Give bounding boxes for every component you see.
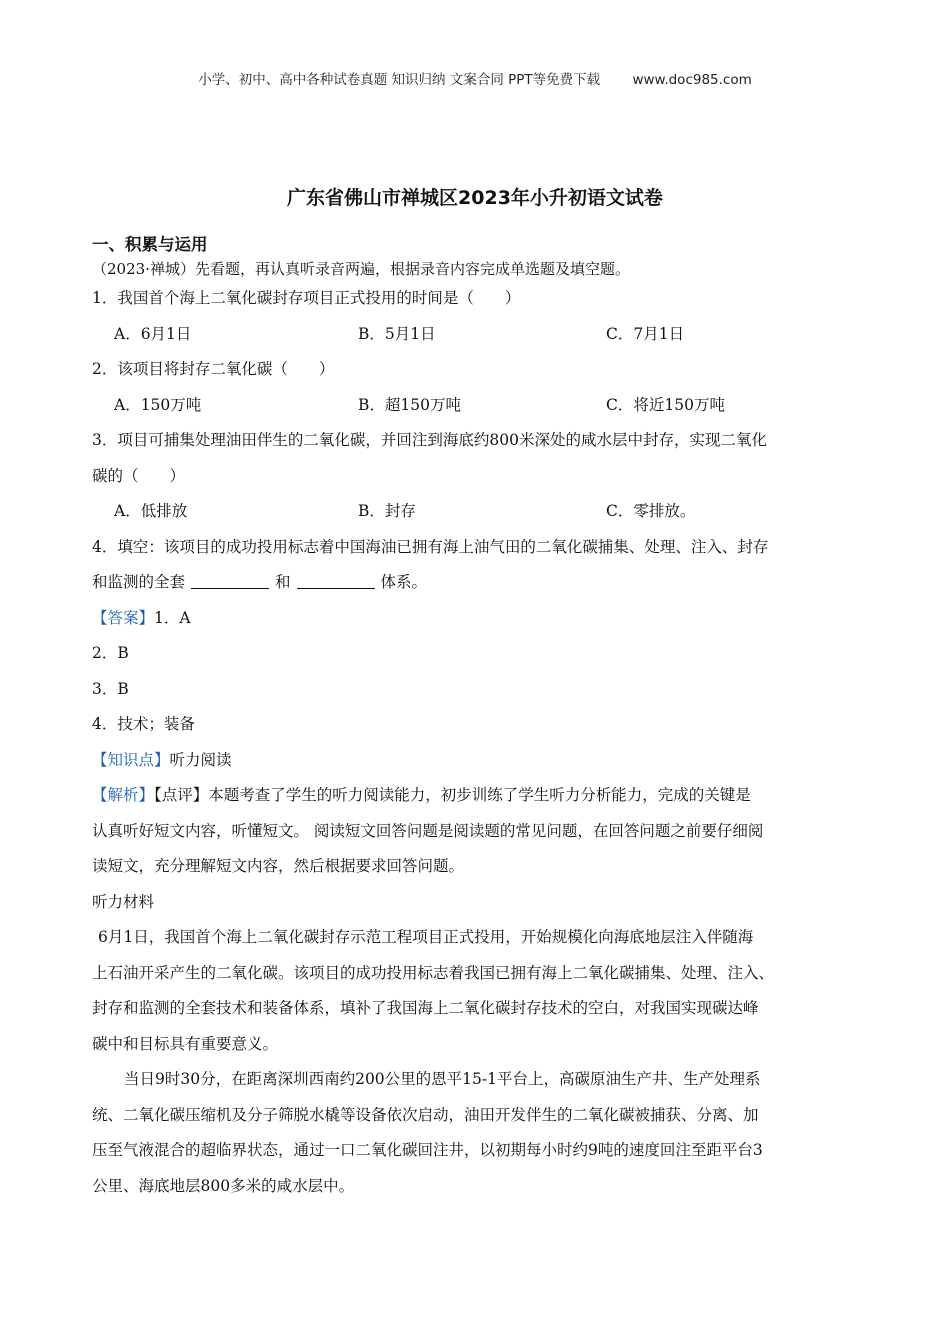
option-c: C．将近150万吨 — [606, 395, 725, 414]
material-p2-line4: 公里、海底地层800多米的咸水层中。 — [92, 1176, 355, 1195]
q4-text-pre: 和监测的全套 — [92, 573, 186, 591]
answer-blank-2 — [297, 570, 375, 589]
header-text: 小学、初中、高中各种试卷真题 知识归纳 文案合同 PPT等免费下载 — [198, 72, 601, 88]
question-1-options — [92, 317, 862, 353]
material-label: 听力材料 — [92, 892, 155, 911]
q4-text-post: 体系。 — [380, 573, 428, 591]
question-1: 1．我国首个海上二氧化碳封存项目正式投用的时间是（ ） — [92, 289, 521, 307]
material-p1-line3: 封存和监测的全套技术和装备体系，填补了我国海上二氧化碳封存技术的空白，对我国实现碳达峰 — [92, 999, 759, 1017]
answer-blank-1 — [191, 570, 269, 589]
option-a: A．150万吨 — [114, 395, 202, 414]
question-2-options — [92, 388, 862, 424]
option-b: B．5月1日 — [358, 324, 436, 343]
knowledge-text: 听力阅读 — [169, 750, 232, 769]
answer-1: 1．A — [154, 608, 191, 627]
question-3-line2: 碳的（ ） — [92, 466, 186, 485]
option-c: C．7月1日 — [606, 324, 685, 343]
analysis-tag: 【解析】 — [92, 786, 155, 804]
question-4-line1: 4．填空：该项目的成功投用标志着中国海油已拥有海上油气田的二氧化碳捕集、处理、注入、封存 — [92, 537, 769, 556]
q4-text-mid: 和 — [275, 573, 291, 591]
header-site-link[interactable]: www.doc985.com — [632, 72, 752, 88]
analysis-text-1: 【点评】本题考查了学生的听力阅读能力，初步训练了学生听力分析能力，完成的关键是 — [154, 786, 751, 804]
material-p1-line1: 6月1日，我国首个海上二氧化碳封存示范工程项目正式投用，开始规模化向海底地层注入伴随海 — [98, 928, 754, 946]
analysis-line-3: 读短文，充分理解短文内容，然后根据要求回答问题。 — [92, 857, 465, 875]
knowledge-tag: 【知识点】 — [92, 750, 170, 769]
analysis-line-2: 认真听好短文内容，听懂短文。 阅读短文回答问题是阅读题的常见问题，在回答问题之前要仔细阅 — [92, 821, 764, 840]
answer-2: 2．B — [92, 644, 129, 662]
material-p2-line1: 当日9时30分，在距离深圳西南约200公里的恩平15-1平台上，高碳原油生产井、生产处理系 — [124, 1070, 761, 1088]
page-header — [0, 68, 950, 88]
answer-4: 4．技术；装备 — [92, 715, 195, 733]
material-p1-line4: 碳中和目标具有重要意义。 — [92, 1034, 279, 1053]
question-2: 2．该项目将封存二氧化碳（ ） — [92, 360, 335, 378]
option-b: B．封存 — [358, 502, 416, 520]
knowledge-point — [92, 743, 862, 779]
option-a: A．低排放 — [114, 502, 188, 520]
page-title: 广东省佛山市禅城区2023年小升初语文试卷 — [287, 187, 663, 209]
answer-line-1 — [92, 601, 862, 637]
material-p2-line3: 压至气液混合的超临界状态，通过一口二氧化碳回注井，以初期每小时约9吨的速度回注至距平台3 — [92, 1141, 763, 1159]
question-3-line1: 3．项目可捕集处理油田伴生的二氧化碳，并回注到海底约800米深处的咸水层中封存，实现二氧化 — [92, 431, 767, 449]
material-p1-line2: 上石油开采产生的二氧化碳。该项目的成功投用标志着我国已拥有海上二氧化碳捕集、处理、注入、 — [92, 963, 775, 982]
section-heading: 一、积累与运用 — [92, 235, 208, 254]
analysis-line-1 — [92, 778, 862, 814]
answer-3: 3．B — [92, 679, 129, 698]
option-c: C．零排放。 — [606, 502, 696, 520]
question-3-options — [92, 494, 862, 530]
material-p2-line2: 统、二氧化碳压缩机及分子筛脱水橇等设备依次启动，油田开发伴生的二氧化碳被捕获、分离、加 — [92, 1105, 759, 1124]
option-b: B．超150万吨 — [358, 395, 461, 414]
document-body — [92, 232, 862, 1204]
option-a: A．6月1日 — [114, 324, 192, 343]
answer-tag: 【答案】 — [92, 608, 155, 627]
question-intro: （2023·禅城）先看题，再认真听录音两遍，根据录音内容完成单选题及填空题。 — [92, 260, 630, 278]
question-4-line2 — [92, 565, 862, 601]
